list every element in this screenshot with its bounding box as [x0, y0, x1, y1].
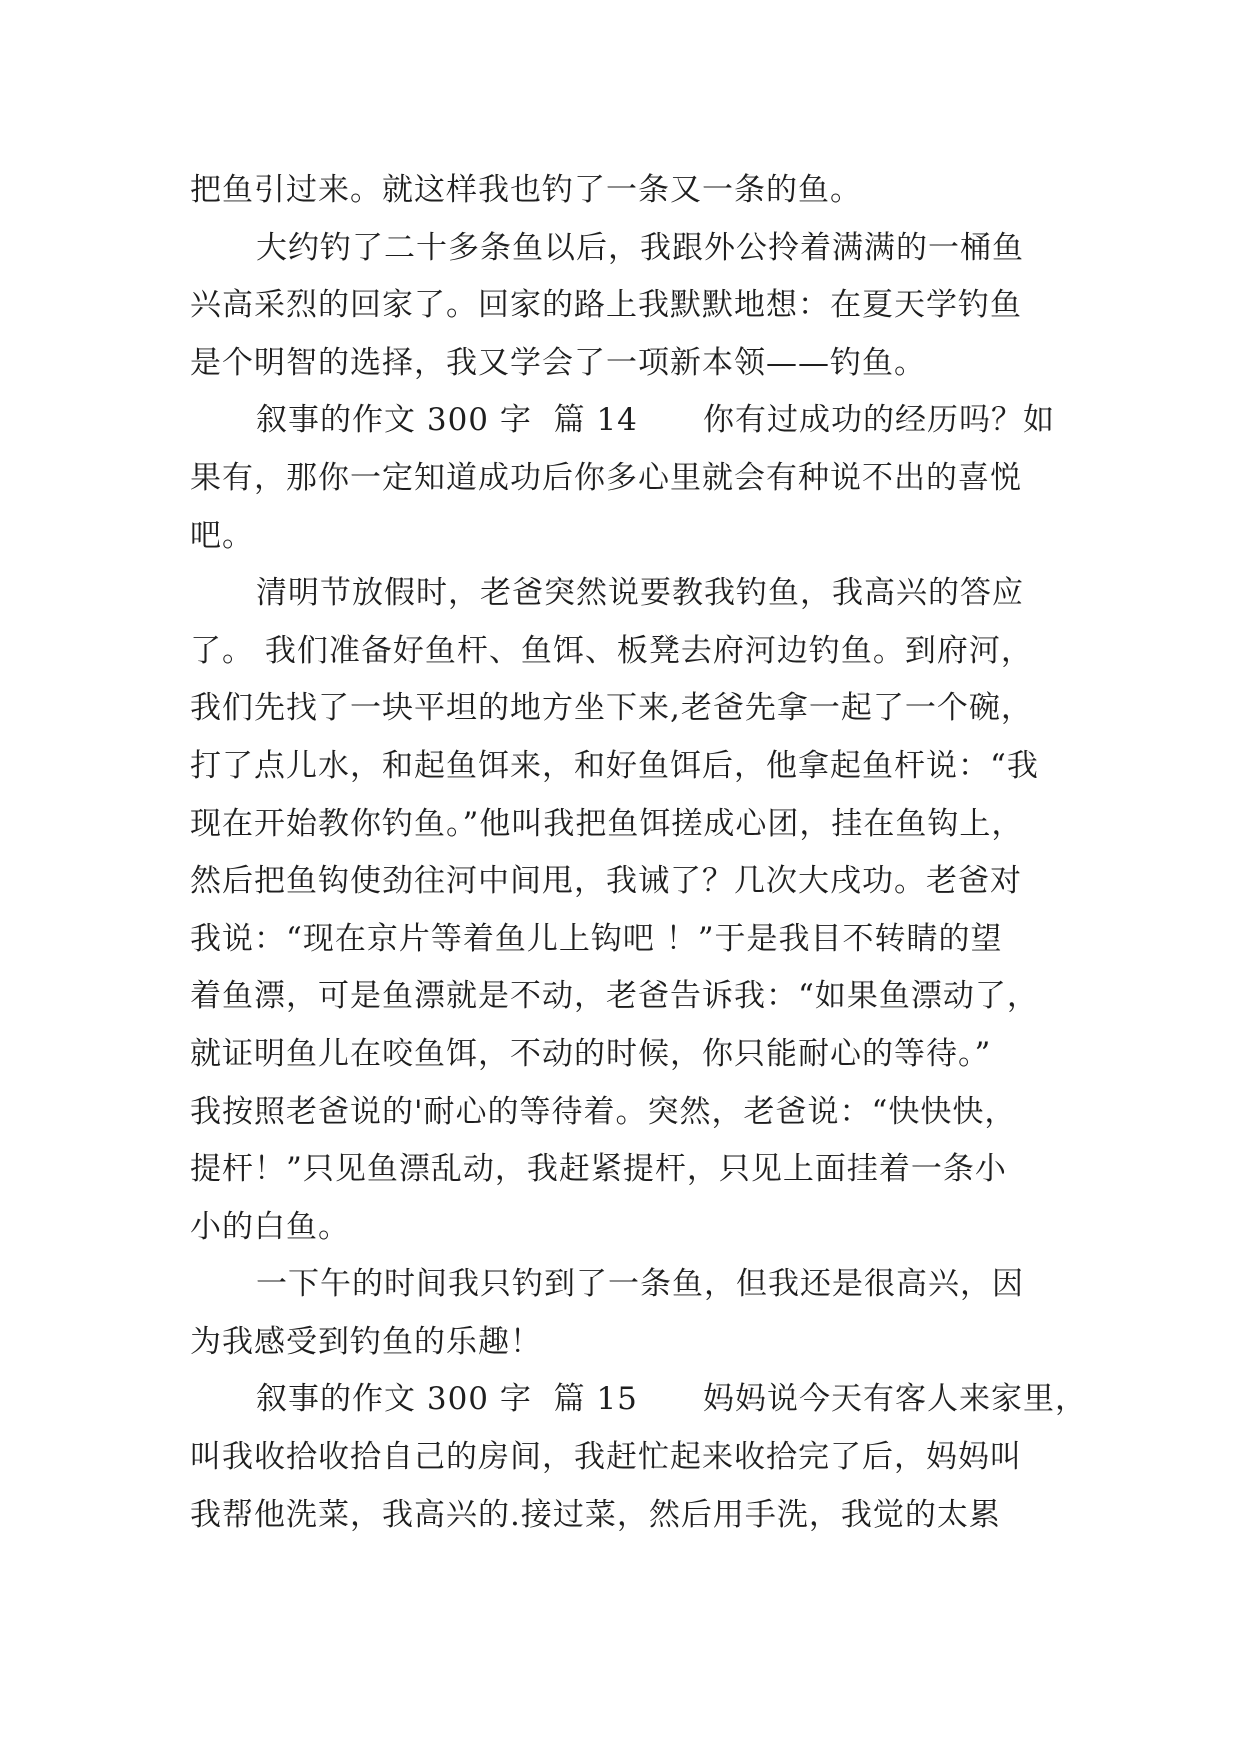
text-line: 果有，那你一定知道成功后你多心里就会有种说不出的喜悦 [190, 459, 1022, 496]
text-line: 我帮他洗菜，我高兴的.接过菜，然后用手洗，我觉的太累 [190, 1496, 1001, 1533]
text-line: 打了点儿水，和起鱼饵来，和好鱼饵后，他拿起鱼杆说：“我 [190, 747, 1039, 784]
text-line: 就证明鱼儿在咬鱼饵，不动的时候，你只能耐心的等待。” [190, 1035, 992, 1072]
text-line: 一下午的时间我只钓到了一条鱼，但我还是很高兴，因 [256, 1266, 1024, 1303]
text-line: 吧。 [190, 517, 254, 554]
text-line: 然后把鱼钩使劲往河中间甩，我诫了？几次大戌功。老爸对 [190, 863, 1022, 900]
text-line: 现在开始教你钓鱼。”他叫我把鱼饵搓成心团，挂在鱼钩上， [190, 805, 1024, 842]
text-line: 为我感受到钓鱼的乐趣！ [190, 1323, 542, 1360]
text-line: 提杆！”只见鱼漂乱动，我赶紧提杆，只见上面挂着一条小 [190, 1151, 1007, 1188]
text-line: 我说：“现在京片等着鱼儿上钩吧 ！”于是我目不转睛的望 [190, 920, 1003, 957]
text-line: 我们先找了一块平坦的地方坐下来,老爸先拿一起了一个碗， [190, 690, 1033, 727]
section-heading-line: 叙事的作文 300 字 篇 14 你有过成功的经历吗？如 [256, 402, 1056, 439]
text-line: 大约钓了二十多条鱼以后，我跟外公拎着满满的一桶鱼 [256, 229, 1024, 266]
text-line: 小的白鱼。 [190, 1208, 350, 1245]
text-line: 是个明智的选择，我又学会了一项新本领——钓鱼。 [190, 344, 926, 381]
text-line: 叫我收拾收拾自己的房间，我赶忙起来收拾完了后，妈妈叫 [190, 1439, 1022, 1476]
text-line: 兴高采烈的回家了。回家的路上我默默地想：在夏天学钓鱼 [190, 287, 1022, 324]
text-line: 着鱼漂，可是鱼漂就是不动，老爸告诉我：“如果鱼漂动了， [190, 978, 1039, 1015]
text-line: 清明节放假时，老爸突然说要教我钓鱼，我高兴的答应 [256, 575, 1024, 612]
text-line: 把鱼引过来。就这样我也钓了一条又一条的鱼。 [190, 172, 862, 208]
text-line: 我按照老爸说的'耐心的等待着。突然，老爸说：“快快快， [190, 1093, 1017, 1130]
text-line: 了。 我们准备好鱼杆、鱼饵、板凳去府河边钓鱼。到府河， [190, 632, 1033, 669]
document-body [190, 162, 1088, 1544]
section-heading-line: 叙事的作文 300 字 篇 15 妈妈说今天有客人来家里， [256, 1381, 1088, 1418]
